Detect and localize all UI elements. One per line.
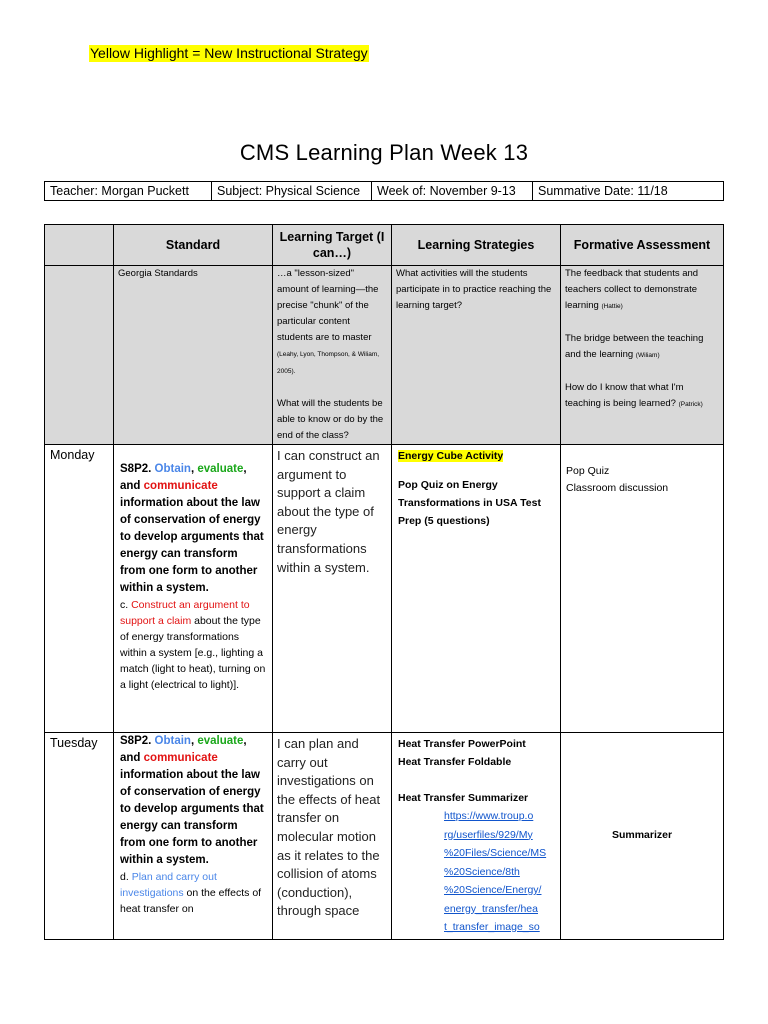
- learning-plan-table: [44, 224, 724, 940]
- header-target: Learning Target (I can…): [273, 225, 392, 266]
- table-row: [45, 733, 724, 940]
- resource-link[interactable]: https://www.troup.o rg/userfiles/929/My %20Files/Science/MS %20Science/8th %20Science/Energy/ energy_transfer/hea t_transfer_image_so: [444, 810, 547, 933]
- table-row: [45, 445, 724, 733]
- header-standard: Standard: [114, 225, 273, 266]
- desc-strategies: What activities will the students participate in to practice reaching the learning target?: [392, 266, 561, 445]
- learning-target-cell: I can plan and carry out investigations on the effects of heat transfer on molecular motion as it relates to the collision of atoms (conduction), through space: [273, 733, 392, 940]
- header-strategies: Learning Strategies: [392, 225, 561, 266]
- learning-target-cell: I can construct an argument to support a claim about the type of energy transformations within a system.: [273, 445, 392, 733]
- teacher-cell: Teacher: Morgan Puckett: [45, 182, 212, 201]
- page-title: CMS Learning Plan Week 13: [239, 140, 529, 165]
- assessment-cell: Pop Quiz Classroom discussion: [561, 445, 724, 733]
- description-row: [45, 266, 724, 445]
- standard-cell: S8P2. Obtain, evaluate, and communicate information about the law of conservation of energy to develop arguments that energy can transform from one form to another within a system. c. Construct an argument to support a claim about the type of energy transformations within a system [e.g., lighting a match (light to heat), turning on a light (electrical to light)].: [114, 445, 273, 733]
- highlight-legend: Yellow Highlight = New Instructional Strategy: [90, 45, 368, 61]
- summative-date-cell: Summative Date: 11/18: [533, 182, 724, 201]
- desc-blank: [45, 266, 114, 445]
- strategies-cell: Heat Transfer PowerPoint Heat Transfer Foldable Heat Transfer Summarizer https://www.troup.o rg/userfiles/929/My %20Files/Science/MS %20Science/8th %20Science/Energy/ energy_transfer/hea t_transfer_image_so: [392, 733, 561, 940]
- assessment-cell: Summarizer: [561, 733, 724, 940]
- day-label: Monday: [45, 445, 114, 733]
- desc-assessment: The feedback that students and teachers collect to demonstrate learning (Hattie) The bridge between the teaching and the learning (Wiliam) How do I know that what I'm teaching is being learned? (Patrick): [561, 266, 724, 445]
- info-table: [44, 181, 724, 201]
- header-row: [45, 225, 724, 266]
- desc-target: …a "lesson-sized" amount of learning—the precise "chunk" of the particular content students are to master (Leahy, Lyon, Thompson, & Wiliam, 2005). What will the students be able to know or do by the end of the class?: [273, 266, 392, 445]
- desc-standard: Georgia Standards: [114, 266, 273, 445]
- week-cell: Week of: November 9-13: [372, 182, 533, 201]
- header-blank: [45, 225, 114, 266]
- new-strategy-highlight: Energy Cube Activity: [398, 450, 504, 462]
- header-assessment: Formative Assessment: [561, 225, 724, 266]
- day-label: Tuesday: [45, 733, 114, 940]
- subject-cell: Subject: Physical Science: [212, 182, 372, 201]
- strategies-cell: Energy Cube Activity Pop Quiz on Energy Transformations in USA Test Prep (5 questions): [392, 445, 561, 733]
- standard-cell: S8P2. Obtain, evaluate, and communicate information about the law of conservation of energy to develop arguments that energy can transform from one form to another within a system. d. Plan and carry out investigations on the effects of heat transfer on: [114, 733, 273, 940]
